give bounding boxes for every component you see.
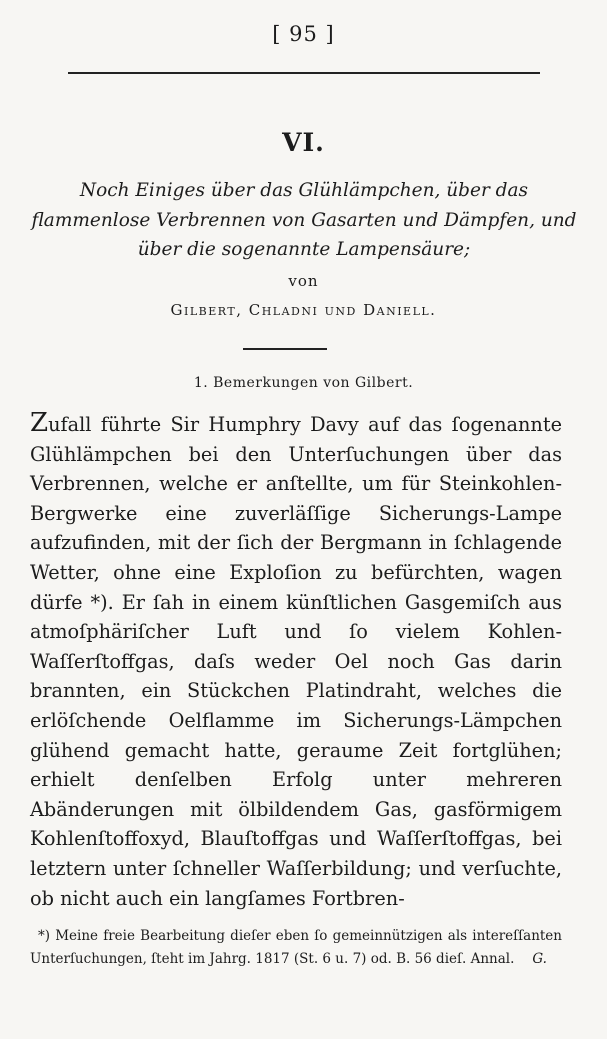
section-heading: 1. Bemerkungen von Gilbert. xyxy=(193,375,414,391)
article-title: Noch Einiges über das Glühlämpchen, über das flammenlose Verbrennen von Gasarten und Dämpfen, und über die sogenannte Lampensäure; xyxy=(31,180,577,260)
drop-letter: Z xyxy=(30,408,49,438)
footnote-text: *) Meine freie Bearbeitung dieſer eben ſo gemeinnützigen als intereſſanten Unterſuchungen, ſteht im Jahrg. 1817 (St. 6 u. 7) od. B. 56 dieſ. Annal. xyxy=(30,928,562,967)
author-names: Gilbert, Chladni und Daniell. xyxy=(170,301,437,319)
body-paragraph xyxy=(30,410,562,913)
page-number: [ 95 ] xyxy=(272,22,335,46)
title-divider xyxy=(243,348,327,350)
author-preposition: von xyxy=(288,272,319,290)
footnote xyxy=(30,925,562,971)
chapter-number: VI. xyxy=(282,128,325,157)
footnote-signature: G. xyxy=(532,951,547,967)
header-rule xyxy=(68,72,540,74)
paragraph-text: ufall führte Sir Humphry Davy auf das ſogenannte Glühlämpchen bei den Unterſuchungen über das Verbrennen, welche er anſtellte, um für Steinkohlen-Bergwerke eine zuverläſſige Sicherungs-Lampe aufzufinden, mit der ſich der Bergmann in ſchlagende Wetter, ohne eine Exploſion zu befürchten, wagen dürfe *). Er ſah in einem künſtlichen Gasgemiſch aus atmoſphäriſcher Luft und ſo vielem Kohlen-Waſſerſtoffgas, daſs weder Oel noch Gas darin brannten, ein Stückchen Platindraht, welches die erlöſchende Oelflamme im Sicherungs-Lämpchen glühend gemacht hatte, geraume Zeit fortglühen; erhielt denſelben Erfolg unter mehreren Abänderungen mit ölbildendem Gas, gasförmigem Kohlenſtoffoxyd, Blauſtoffgas und Waſſerſtoffgas, bei letztern unter ſchneller Waſſerbildung; und verſuchte, ob nicht auch ein langſames Fortbren- xyxy=(30,413,562,910)
